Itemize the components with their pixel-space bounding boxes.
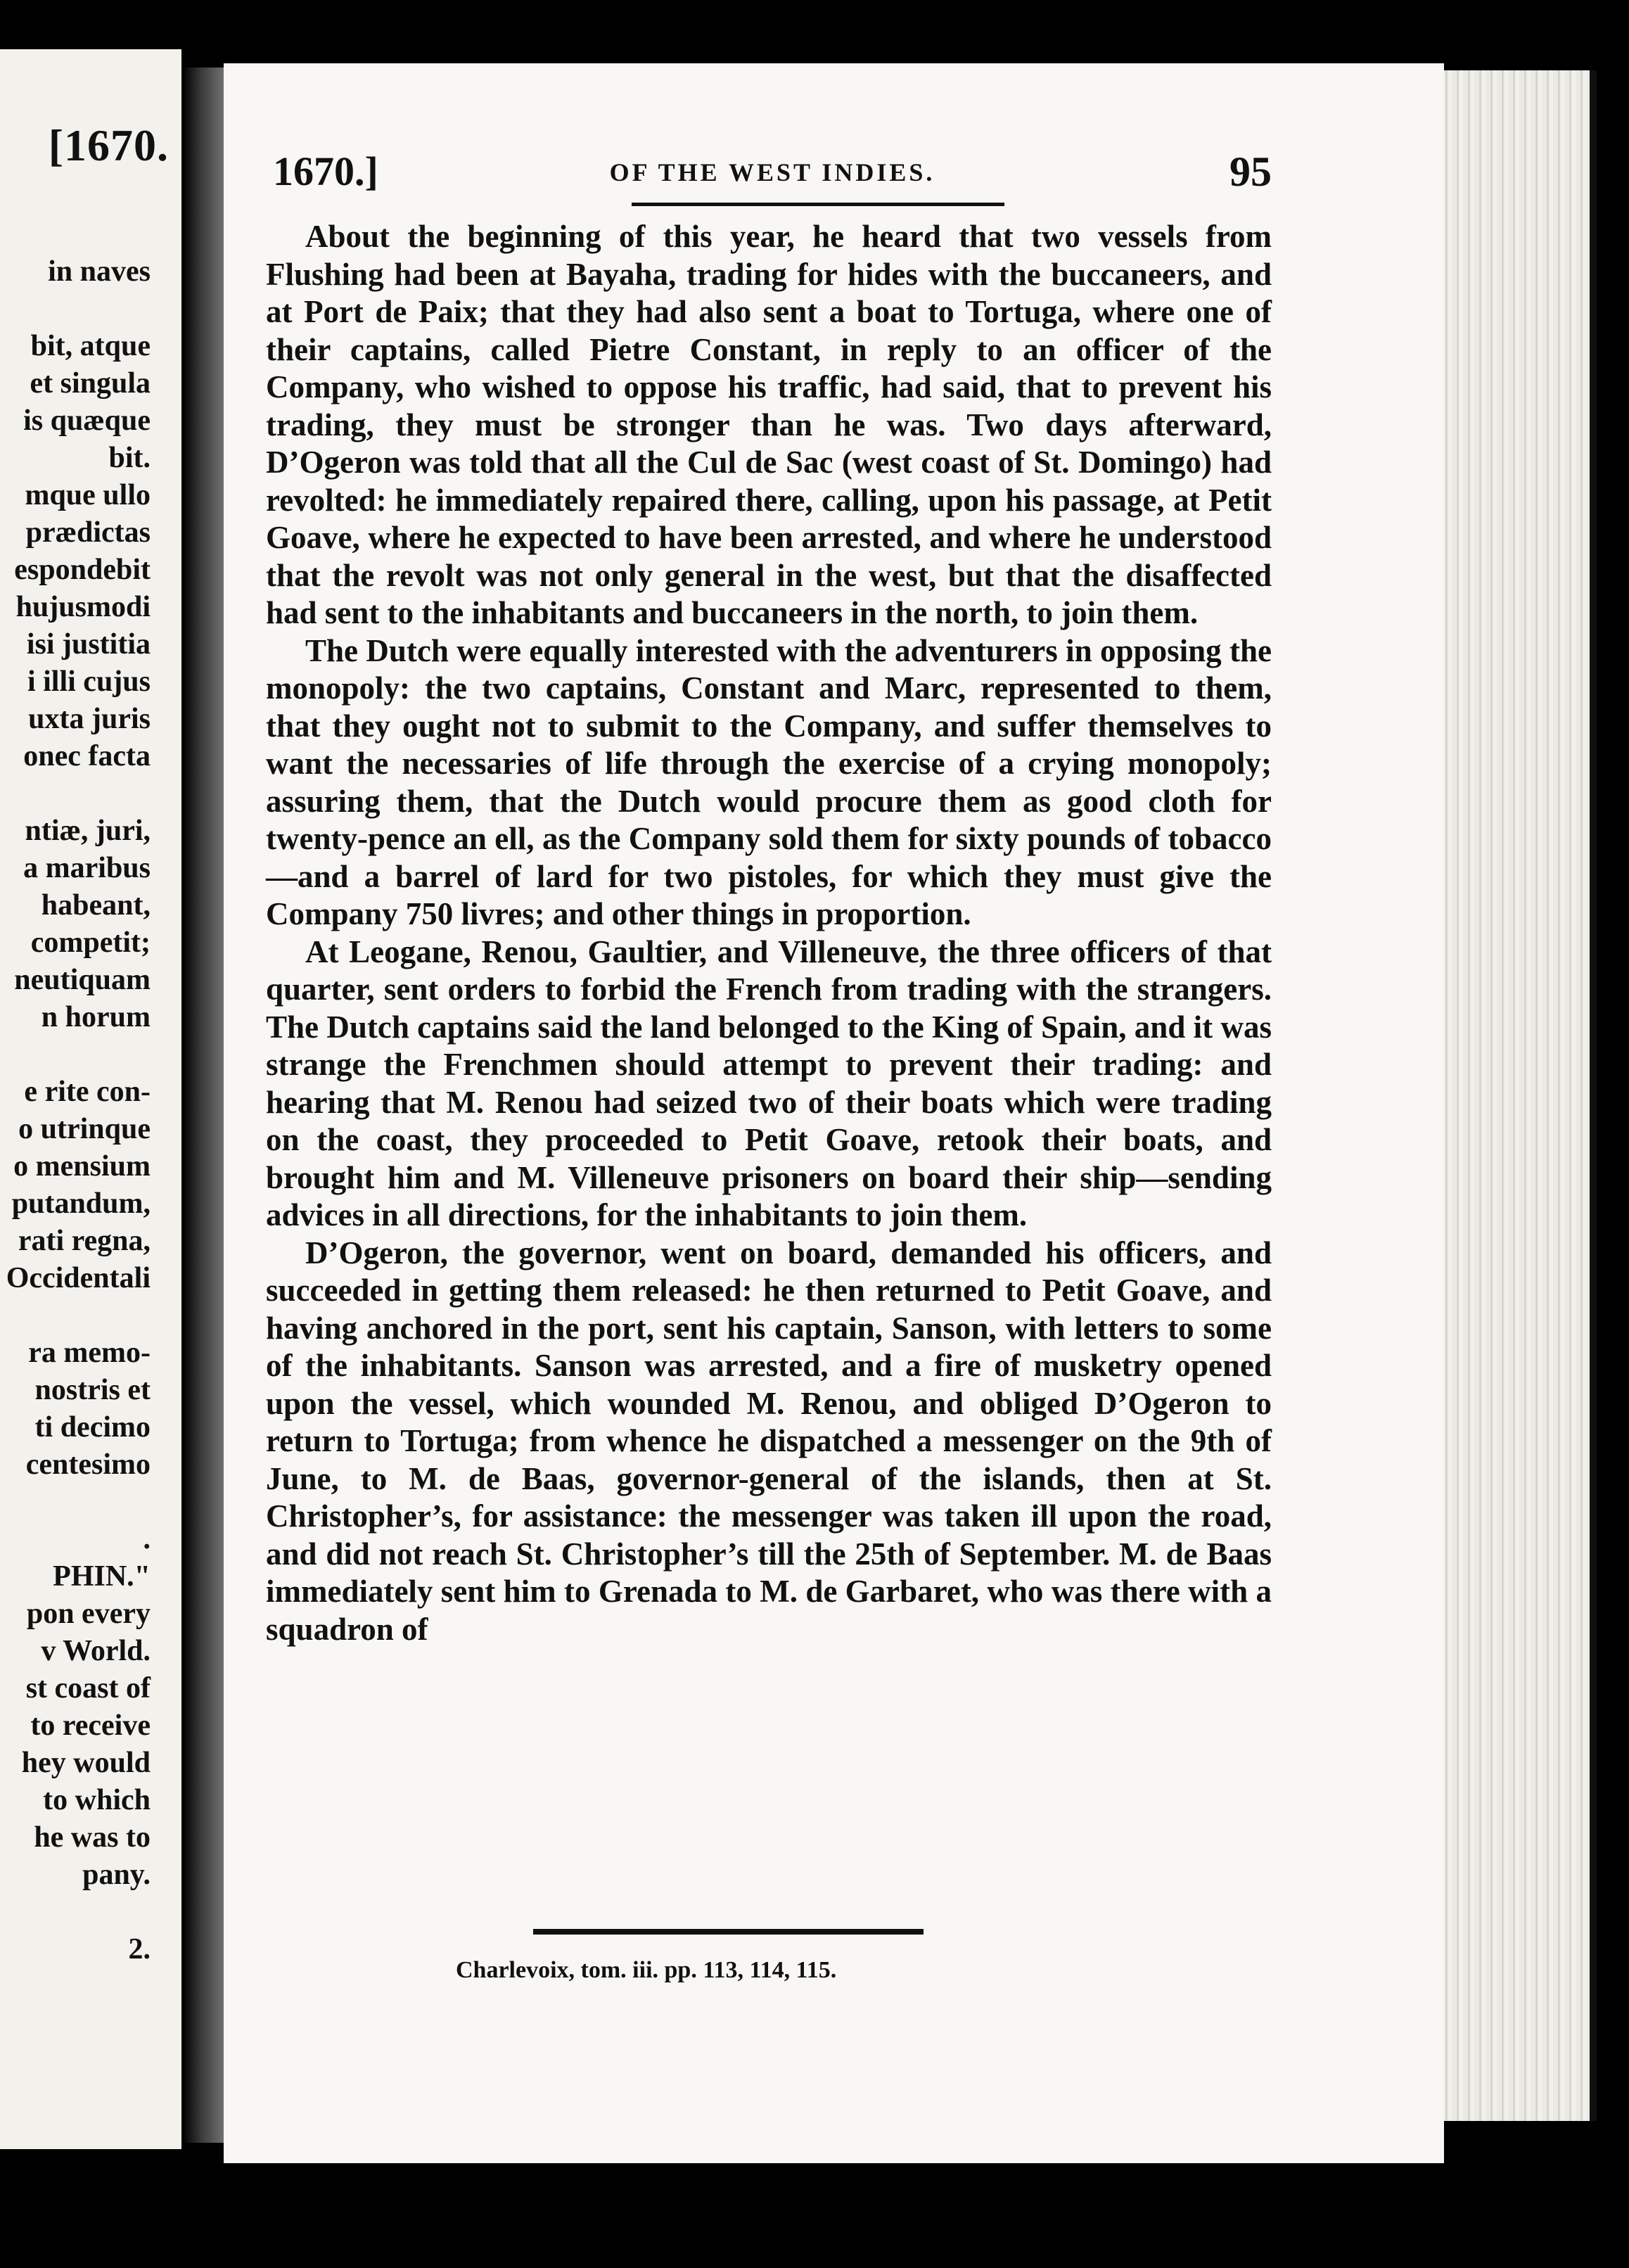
previous-page-line: ra memo- bbox=[28, 1337, 151, 1369]
previous-page-line: mque ullo bbox=[25, 479, 151, 511]
previous-page-line: pany. bbox=[82, 1859, 151, 1891]
previous-page-line: Occidentali bbox=[6, 1262, 151, 1294]
previous-page-line: putandum, bbox=[11, 1187, 151, 1220]
previous-page-line: et singula bbox=[30, 367, 151, 400]
previous-page-line bbox=[0, 775, 151, 813]
previous-page-line: in naves bbox=[48, 255, 151, 288]
previous-page-line: nostris et bbox=[34, 1374, 151, 1406]
previous-page-line: neutiquam bbox=[14, 964, 151, 996]
previous-page-header: [1670. bbox=[48, 120, 169, 170]
previous-page-line: to which bbox=[43, 1784, 151, 1816]
previous-page-line: to receive bbox=[30, 1709, 151, 1742]
paragraph: The Dutch were equally interested with the adventurers in opposing the monopoly: the two captains, Constant and Marc, represented to them, that they ought not to submit to the Company, and suffer themselves to want the necessaries of life through the exercise of a crying monopoly; assuring them, that the Dutch would procure them as good cloth for twenty-pence an ell, as the Company sold them for sixty pounds of tobacco—and a barrel of lard for two pistoles, for which they must give the Company 750 livres; and other things in proportion. bbox=[266, 632, 1272, 931]
previous-page-line: espondebit bbox=[14, 554, 151, 586]
previous-page-line: 2. bbox=[128, 1933, 151, 1966]
previous-page-line: prædictas bbox=[25, 516, 151, 549]
previous-page-line bbox=[0, 1297, 151, 1334]
previous-page-line: he was to bbox=[34, 1821, 151, 1854]
book-gutter-shadow bbox=[184, 68, 226, 2143]
previous-page-fragment bbox=[0, 49, 181, 2149]
previous-page-text bbox=[0, 253, 151, 1968]
previous-page-line: i illi cujus bbox=[27, 665, 151, 698]
paragraph: D’Ogeron, the governor, went on board, demanded his officers, and succeeded in getting them released: he then returned to Petit Goave, and having anchored in the port, sent his captain, Sanson, with letters to some of the inhabitants. Sanson was arrested, and a fire of musketry opened upon the vessel, which wounded M. Renou, and obliged D’Ogeron to return to Tortuga; from whence he dispatched a messenger on the 9th of June, to M. de Baas, governor-general of the islands, then at St. Christopher’s, for assistance: the messenger was taken ill upon the road, and did not reach St. Christopher’s till the 25th of September. M. de Baas immediately sent him to Grenada to M. de Garbaret, who was there with a squadron of bbox=[266, 1235, 1272, 1647]
previous-page-line: PHIN." bbox=[53, 1560, 151, 1593]
previous-page-line: ti decimo bbox=[34, 1411, 151, 1444]
running-head-year: 1670.] bbox=[273, 148, 378, 194]
paragraph: At Leogane, Renou, Gaultier, and Villeneuve, the three officers of that quarter, sent orders to forbid the French from trading with the strangers. The Dutch captains said the land belonged to the King of Spain, and it was strange the Frenchmen should attempt to prevent their trading: and hearing that M. Renou had seized two of their boats which were trading on the coast, they proceeded to Petit Goave, retook their boats, and brought him and M. Villeneuve prisoners on board their ship—sending advices in all directions, for the inhabitants to join them. bbox=[266, 934, 1272, 1232]
previous-page-line bbox=[0, 1894, 151, 1931]
paragraph: About the beginning of this year, he heard that two vessels from Flushing had been at Bayaha, trading for hides with the buccaneers, and at Port de Paix; that they had also sent a boat to Tortuga, where one of their captains, called Pietre Constant, in reply to an officer of the Company, who wished to oppose his traffic, had said, that to prevent his trading, they must be stronger than he was. Two days afterward, D’Ogeron was told that all the Cul de Sac (west coast of St. Domingo) had revolted: he immediately repaired there, calling, upon his passage, at Petit Goave, where he expected to have been arrested, and where he understood that the revolt was not only general in the west, but that the disaffected had sent to the inhabitants and buccaneers in the north, to join them. bbox=[266, 219, 1272, 630]
previous-page-line: bit. bbox=[108, 442, 151, 474]
previous-page-line: a maribus bbox=[23, 852, 151, 884]
page-number: 95 bbox=[1229, 148, 1272, 195]
previous-page-line: uxta juris bbox=[28, 703, 151, 735]
footnote: Charlevoix, tom. iii. pp. 113, 114, 115. bbox=[456, 1957, 837, 1983]
previous-page-line bbox=[0, 291, 151, 328]
body-text bbox=[266, 218, 1272, 1648]
running-head bbox=[273, 148, 1272, 211]
previous-page-line: o mensium bbox=[13, 1150, 151, 1183]
running-head-title: OF THE WEST INDIES. bbox=[609, 158, 935, 186]
previous-page-line: e rite con- bbox=[24, 1076, 151, 1108]
previous-page-line: hey would bbox=[21, 1747, 151, 1779]
previous-page-line: onec facta bbox=[23, 740, 151, 772]
previous-page-line: isi justitia bbox=[26, 628, 151, 661]
book-page bbox=[224, 63, 1444, 2163]
previous-page-line: st coast of bbox=[25, 1672, 151, 1705]
previous-page-line bbox=[0, 1484, 151, 1521]
previous-page-line: ntiæ, juri, bbox=[25, 815, 151, 847]
previous-page-line: centesimo bbox=[25, 1448, 151, 1481]
running-head-underline bbox=[632, 203, 1004, 206]
previous-page-line: is quæque bbox=[23, 404, 151, 437]
previous-page-line: o utrinque bbox=[18, 1113, 151, 1145]
previous-page-line: bit, atque bbox=[30, 330, 151, 362]
previous-page-line: n horum bbox=[41, 1001, 151, 1033]
previous-page-line bbox=[0, 1036, 151, 1074]
previous-page-line: hujusmodi bbox=[15, 591, 151, 623]
previous-page-line: rati regna, bbox=[18, 1225, 151, 1257]
previous-page-line: . bbox=[143, 1523, 151, 1555]
previous-page-line: pon every bbox=[26, 1598, 151, 1630]
previous-page-line: v World. bbox=[41, 1635, 151, 1667]
previous-page-line: habeant, bbox=[41, 889, 151, 922]
previous-page-line: competit; bbox=[30, 926, 151, 959]
footnote-rule bbox=[533, 1929, 924, 1935]
